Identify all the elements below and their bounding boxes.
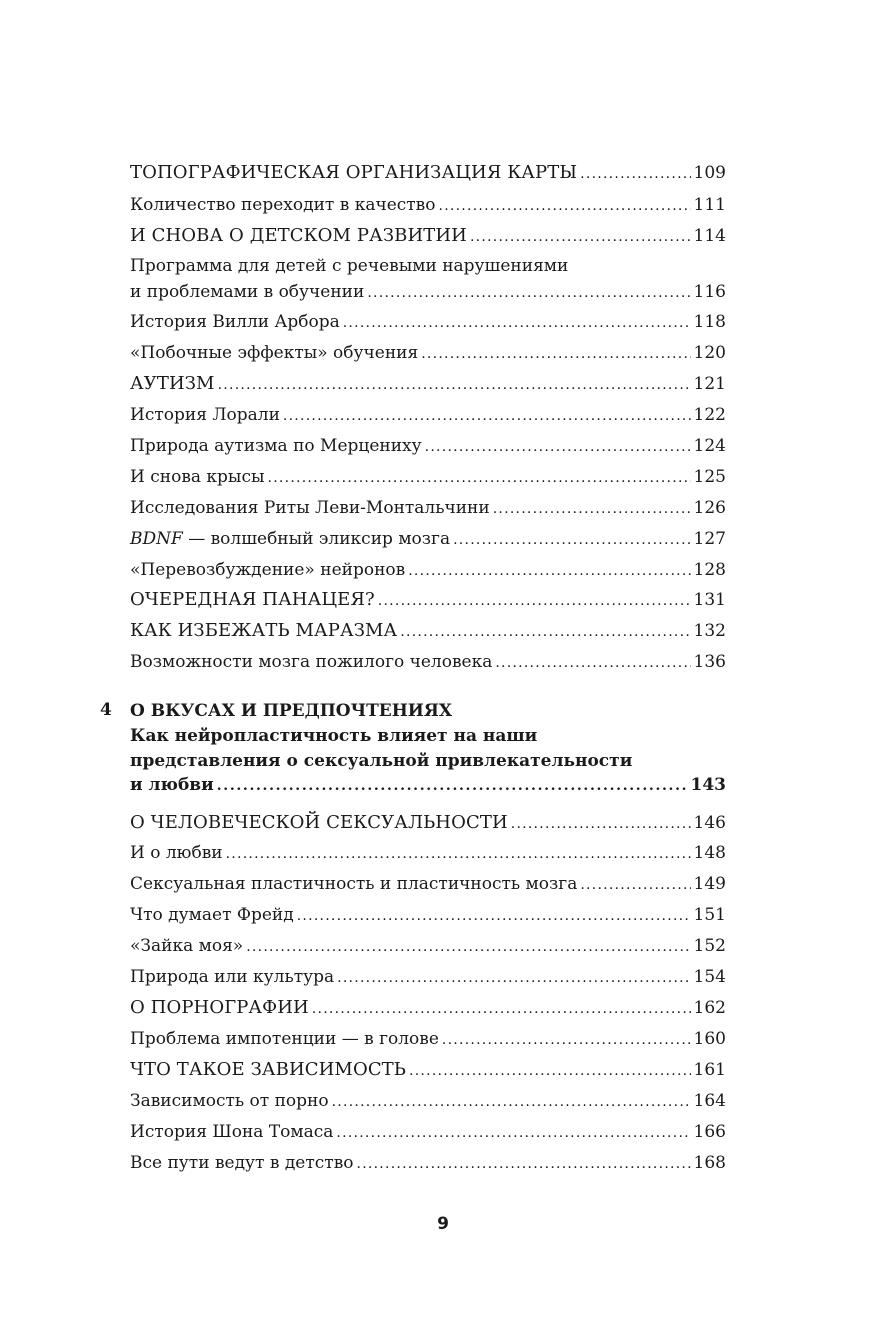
chapter-number: 4 <box>100 700 112 720</box>
toc-entry-page: 149 <box>693 874 726 894</box>
toc-entry-title: История Вилли Арбора <box>130 312 340 332</box>
toc-entry-page: 120 <box>693 343 726 363</box>
leader-dots <box>297 905 691 927</box>
toc-entry-title: «Зайка моя» <box>130 936 244 956</box>
leader-dots <box>400 621 690 643</box>
leader-dots <box>226 843 691 865</box>
toc-entry-page: 148 <box>693 843 726 863</box>
toc-entry-page: 152 <box>693 936 726 956</box>
toc-entry-page: 151 <box>693 905 726 925</box>
leader-dots <box>409 1060 691 1082</box>
toc-entry-title: Исследования Риты Леви-Монтальчини <box>130 498 490 518</box>
toc-entry-title: КАК ИЗБЕЖАТЬ МАРАЗМА <box>130 620 398 641</box>
toc-entry[interactable] <box>130 342 726 365</box>
toc-entry[interactable] <box>130 812 726 835</box>
toc-entry-page: 114 <box>693 226 726 246</box>
toc-entry-title: Все пути ведут в детство <box>130 1153 354 1173</box>
toc-entry-title: Природа аутизма по Мерцениху <box>130 436 422 456</box>
toc-entry[interactable] <box>130 997 726 1020</box>
toc-entry-title: О ПОРНОГРАФИИ <box>130 997 309 1018</box>
toc-entry-title: Количество переходит в качество <box>130 195 436 215</box>
toc-entry[interactable] <box>130 935 726 958</box>
leader-dots <box>580 163 690 185</box>
leader-dots <box>442 1029 691 1051</box>
toc-entry[interactable] <box>130 404 726 427</box>
toc-entry-title: История Лорали <box>130 405 280 425</box>
chapter-subtitle-line: и любви <box>130 775 214 795</box>
toc-entry-page: 109 <box>693 163 726 183</box>
page-number: 9 <box>437 1214 449 1234</box>
toc-entry-page: 166 <box>693 1122 726 1142</box>
leader-dots <box>332 1091 691 1113</box>
chapter-subtitle-last <box>130 774 726 797</box>
toc-entry-title: АУТИЗМ <box>130 373 215 394</box>
toc-entry[interactable] <box>130 162 726 185</box>
toc-entry[interactable] <box>130 435 726 458</box>
toc-entry[interactable] <box>130 373 726 396</box>
leader-dots <box>283 405 691 427</box>
toc-entry-page: 154 <box>693 967 726 987</box>
toc-entry-title: Сексуальная пластичность и пластичность мозга <box>130 874 578 894</box>
toc-entry[interactable] <box>130 311 726 334</box>
leader-dots <box>495 652 690 674</box>
toc-entry-page: 122 <box>693 405 726 425</box>
toc-entry-title: ЧТО ТАКОЕ ЗАВИСИМОСТЬ <box>130 1059 407 1080</box>
toc-entry[interactable] <box>130 559 726 582</box>
toc-entry-page: 126 <box>693 498 726 518</box>
toc-entry[interactable] <box>130 620 726 643</box>
leader-dots <box>337 967 690 989</box>
toc-entry-title: «Побочные эффекты» обучения <box>130 343 419 363</box>
toc-entry[interactable] <box>130 1059 726 1082</box>
toc-entry-page: 125 <box>693 467 726 487</box>
leader-dots <box>439 195 691 217</box>
leader-dots <box>218 374 691 396</box>
toc-entry-title: И СНОВА О ДЕТСКОМ РАЗВИТИИ <box>130 225 467 246</box>
leader-dots <box>453 529 690 551</box>
toc-entry-page: 162 <box>693 998 726 1018</box>
leader-dots <box>470 226 691 248</box>
toc-entry-title: ОЧЕРЕДНАЯ ПАНАЦЕЯ? <box>130 589 375 610</box>
leader-dots <box>425 436 691 458</box>
toc-entry-title: И снова крысы <box>130 467 265 487</box>
leader-dots <box>336 1122 690 1144</box>
toc-entry-title: История Шона Томаса <box>130 1122 334 1142</box>
leader-dots <box>511 813 691 835</box>
toc-entry[interactable] <box>130 842 726 865</box>
toc-entry-page: 161 <box>693 1060 726 1080</box>
toc-entry-title: О ЧЕЛОВЕЧЕСКОЙ СЕКСУАЛЬНОСТИ <box>130 812 508 833</box>
toc-entry[interactable] <box>130 873 726 896</box>
leader-dots <box>421 343 690 365</box>
leader-dots <box>580 874 690 896</box>
toc-entry[interactable] <box>130 466 726 489</box>
toc-entry-multiline[interactable] <box>130 254 726 279</box>
toc-entry[interactable] <box>130 497 726 520</box>
toc-entry-page: 111 <box>693 195 726 215</box>
toc-entry-page: 118 <box>693 312 726 332</box>
toc-entry-page: 116 <box>693 282 726 302</box>
toc-entry[interactable] <box>130 528 726 551</box>
leader-dots <box>217 775 688 797</box>
toc-entry-title: Возможности мозга пожилого человека <box>130 652 493 672</box>
toc-entry[interactable] <box>130 966 726 989</box>
toc-entry[interactable] <box>130 1152 726 1175</box>
leader-dots <box>408 560 690 582</box>
toc-entry-title: Природа или культура <box>130 967 335 987</box>
toc-entry[interactable] <box>130 1090 726 1113</box>
toc-entry-title-line: и проблемами в обучении <box>130 282 365 302</box>
toc-entry-page: 136 <box>693 652 726 672</box>
toc-entry[interactable] <box>130 225 726 248</box>
toc-entry[interactable] <box>130 589 726 612</box>
toc-entry-title: ТОПОГРАФИЧЕСКАЯ ОРГАНИЗАЦИЯ КАРТЫ <box>130 162 578 183</box>
toc-entry-page: 127 <box>693 529 726 549</box>
toc-entry-page: 121 <box>693 374 726 394</box>
toc-entry-title <box>130 528 450 550</box>
toc-entry-page: 131 <box>693 590 726 610</box>
toc-entry-page: 168 <box>693 1153 726 1173</box>
leader-dots <box>367 282 690 304</box>
toc-entry-title-italic: BDNF <box>130 529 183 549</box>
toc-entry-page: 124 <box>693 436 726 456</box>
leader-dots <box>343 312 691 334</box>
toc-entry[interactable] <box>130 651 726 674</box>
chapter-page: 143 <box>690 775 726 795</box>
toc-entry-title-rest: — волшебный эликсир мозга <box>182 529 451 549</box>
toc-entry-title-line: Программа для детей с речевыми нарушениями <box>130 256 569 276</box>
toc-entry[interactable] <box>130 1028 726 1051</box>
toc-entry[interactable] <box>130 1121 726 1144</box>
toc-entry-page: 132 <box>693 621 726 641</box>
toc-entry-title: Зависимость от порно <box>130 1091 329 1111</box>
toc-entry-page: 128 <box>693 560 726 580</box>
toc-entry-title: «Перевозбуждение» нейронов <box>130 560 406 580</box>
toc-entry[interactable] <box>130 194 726 217</box>
leader-dots <box>493 498 691 520</box>
toc-entry[interactable] <box>130 281 726 304</box>
leader-dots <box>312 998 691 1020</box>
toc-entry-page: 146 <box>693 813 726 833</box>
toc-entry-page: 160 <box>693 1029 726 1049</box>
chapter-heading[interactable] <box>130 699 726 797</box>
toc-entry-title: Что думает Фрейд <box>130 905 294 925</box>
leader-dots <box>246 936 690 958</box>
chapter-title: О ВКУСАХ И ПРЕДПОЧТЕНИЯХ <box>130 701 453 721</box>
leader-dots <box>378 590 691 612</box>
leader-dots <box>357 1153 691 1175</box>
toc-entry-title: Проблема импотенции — в голове <box>130 1029 439 1049</box>
toc-entry[interactable] <box>130 904 726 927</box>
chapter-subtitle-line: Как нейропластичность влияет на наши <box>130 726 538 746</box>
toc-entry-page: 164 <box>693 1091 726 1111</box>
toc-entry-title: И о любви <box>130 843 223 863</box>
chapter-subtitle-line: представления о сексуальной привлекательности <box>130 751 633 771</box>
leader-dots <box>268 467 691 489</box>
